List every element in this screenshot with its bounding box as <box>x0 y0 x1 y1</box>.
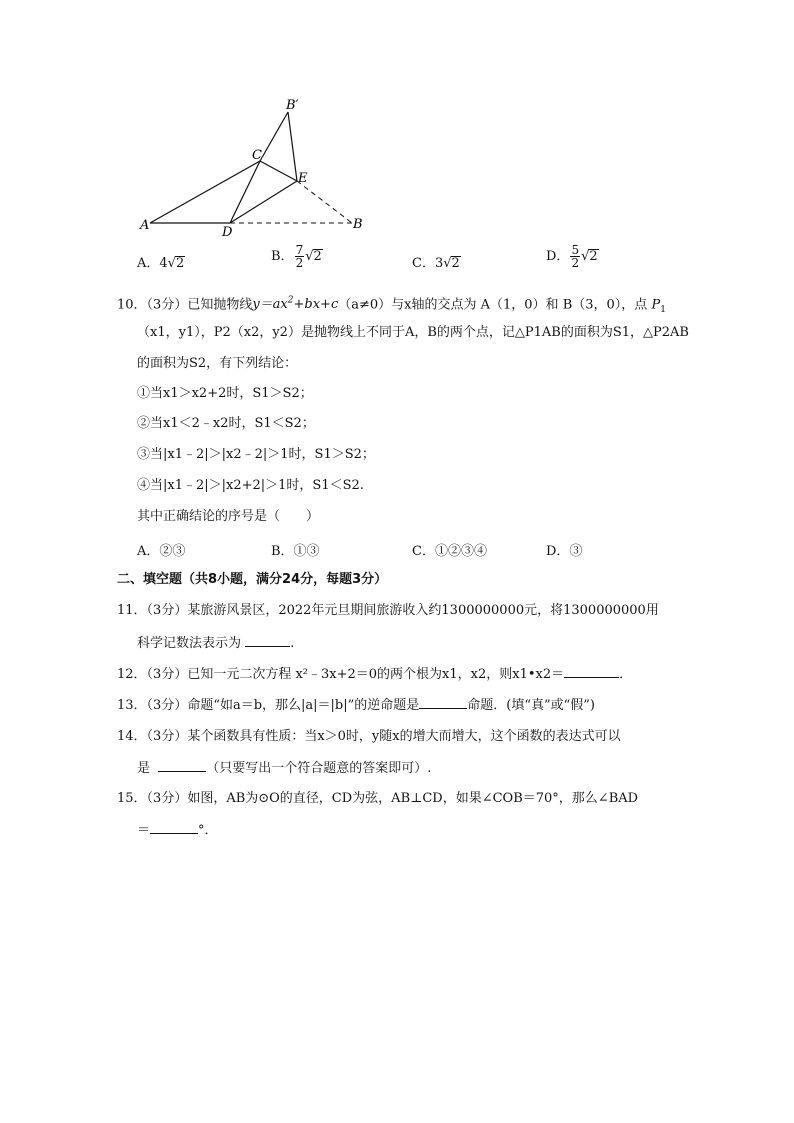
section-title: 二、填空题（共8小题，满分24分，每题3分） <box>117 572 388 587</box>
answer-blank <box>245 634 290 647</box>
q10-conclusion-3: ③当|x1﹣2|＞|x2﹣2|＞1时，S1＞S2； <box>137 447 375 462</box>
q11-line-2: 科学记数法表示为 . <box>137 636 295 651</box>
q14-line-2: 是 （只要写出一个符合题意的答案即可）. <box>137 761 432 776</box>
q10-conclusion-1: ①当x1＞x2+2时，S1＞S2； <box>137 386 313 401</box>
q15-line-2: ＝ °． <box>137 823 218 838</box>
q9-option-c: C．3√2 <box>412 256 460 271</box>
q9-option-b: B． $\frac{7}{2}$ √2 <box>271 243 322 270</box>
q10-line-3: 的面积为S2，有下列结论： <box>137 356 298 371</box>
segment-c-e <box>260 161 297 181</box>
q13: 13．（3分）命题“如a＝b，那么|a|＝|b|”的逆命题是 命题．(填“真”或“假”) <box>117 698 596 713</box>
parabola-equation: $y=ax^2+bx+c$ <box>252 296 339 313</box>
answer-blank <box>150 821 198 834</box>
segment-a-c <box>150 161 260 223</box>
q10-line-2: （x1，y1），P2（x2，y2）是抛物线上不同于A，B的两个点，记△P1AB的面积为S1，△P2AB <box>137 325 689 340</box>
q10-line-1: 10．（3分）已知抛物线$y=ax^2+bx+c(a\ne 0)$与x轴的交点为 A（1，0）和 B（3，0），点 $P_1$ <box>117 296 666 315</box>
q10-option-d: D．③ <box>546 544 583 559</box>
q10-ask: 其中正确结论的序号是（ ） <box>137 509 320 524</box>
answer-blank <box>564 665 619 678</box>
q15-line-1: 15．（3分）如图，AB为⊙O的直径，CD为弦，AB⊥CD，如果∠COB＝70°，那么∠BAD <box>117 791 639 806</box>
triangle-fold-figure <box>130 95 380 240</box>
label-b: B <box>353 217 363 232</box>
fraction: $\frac{5}{2}$ <box>571 243 580 270</box>
segment-c-bprime <box>260 112 288 161</box>
label-a: A <box>140 218 150 233</box>
q10-conclusion-4: ④当|x1﹣2|＞|x2+2|＞1时，S1＜S2. <box>137 478 364 493</box>
q10-conclusion-2: ②当x1＜2﹣x2时，S1＜S2； <box>137 416 315 431</box>
q11-line-1: 11．（3分）某旅游风景区，2022年元旦期间旅游收入约1300000000元，将1300000000用 <box>117 603 659 618</box>
q12: 12．（3分）已知一元二次方程 x²﹣3x+2＝0的两个根为x1，x2，则x1•x2＝ ． <box>117 667 633 682</box>
answer-blank <box>158 759 206 772</box>
q9-option-a: A．4√2 <box>137 256 185 271</box>
label-c: C <box>252 148 262 163</box>
q10-option-b: B．①③ <box>271 544 320 559</box>
q10-option-a: A．②③ <box>137 544 186 559</box>
q9-option-d: D． $\frac{5}{2}$ √2 <box>546 243 598 270</box>
label-d: D <box>222 225 233 240</box>
segment-bprime-e <box>288 112 297 181</box>
q14-line-1: 14．（3分）某个函数具有性质：当x＞0时，y随x的增大而增大，这个函数的表达式可以 <box>117 729 621 744</box>
fraction: $\frac{7}{2}$ <box>295 243 304 270</box>
answer-blank <box>419 696 467 709</box>
label-e: E <box>298 171 308 186</box>
dashed-e-b <box>297 181 352 223</box>
q10-option-c: C．①②③④ <box>412 544 487 559</box>
label-b-prime: B′ <box>286 98 299 113</box>
